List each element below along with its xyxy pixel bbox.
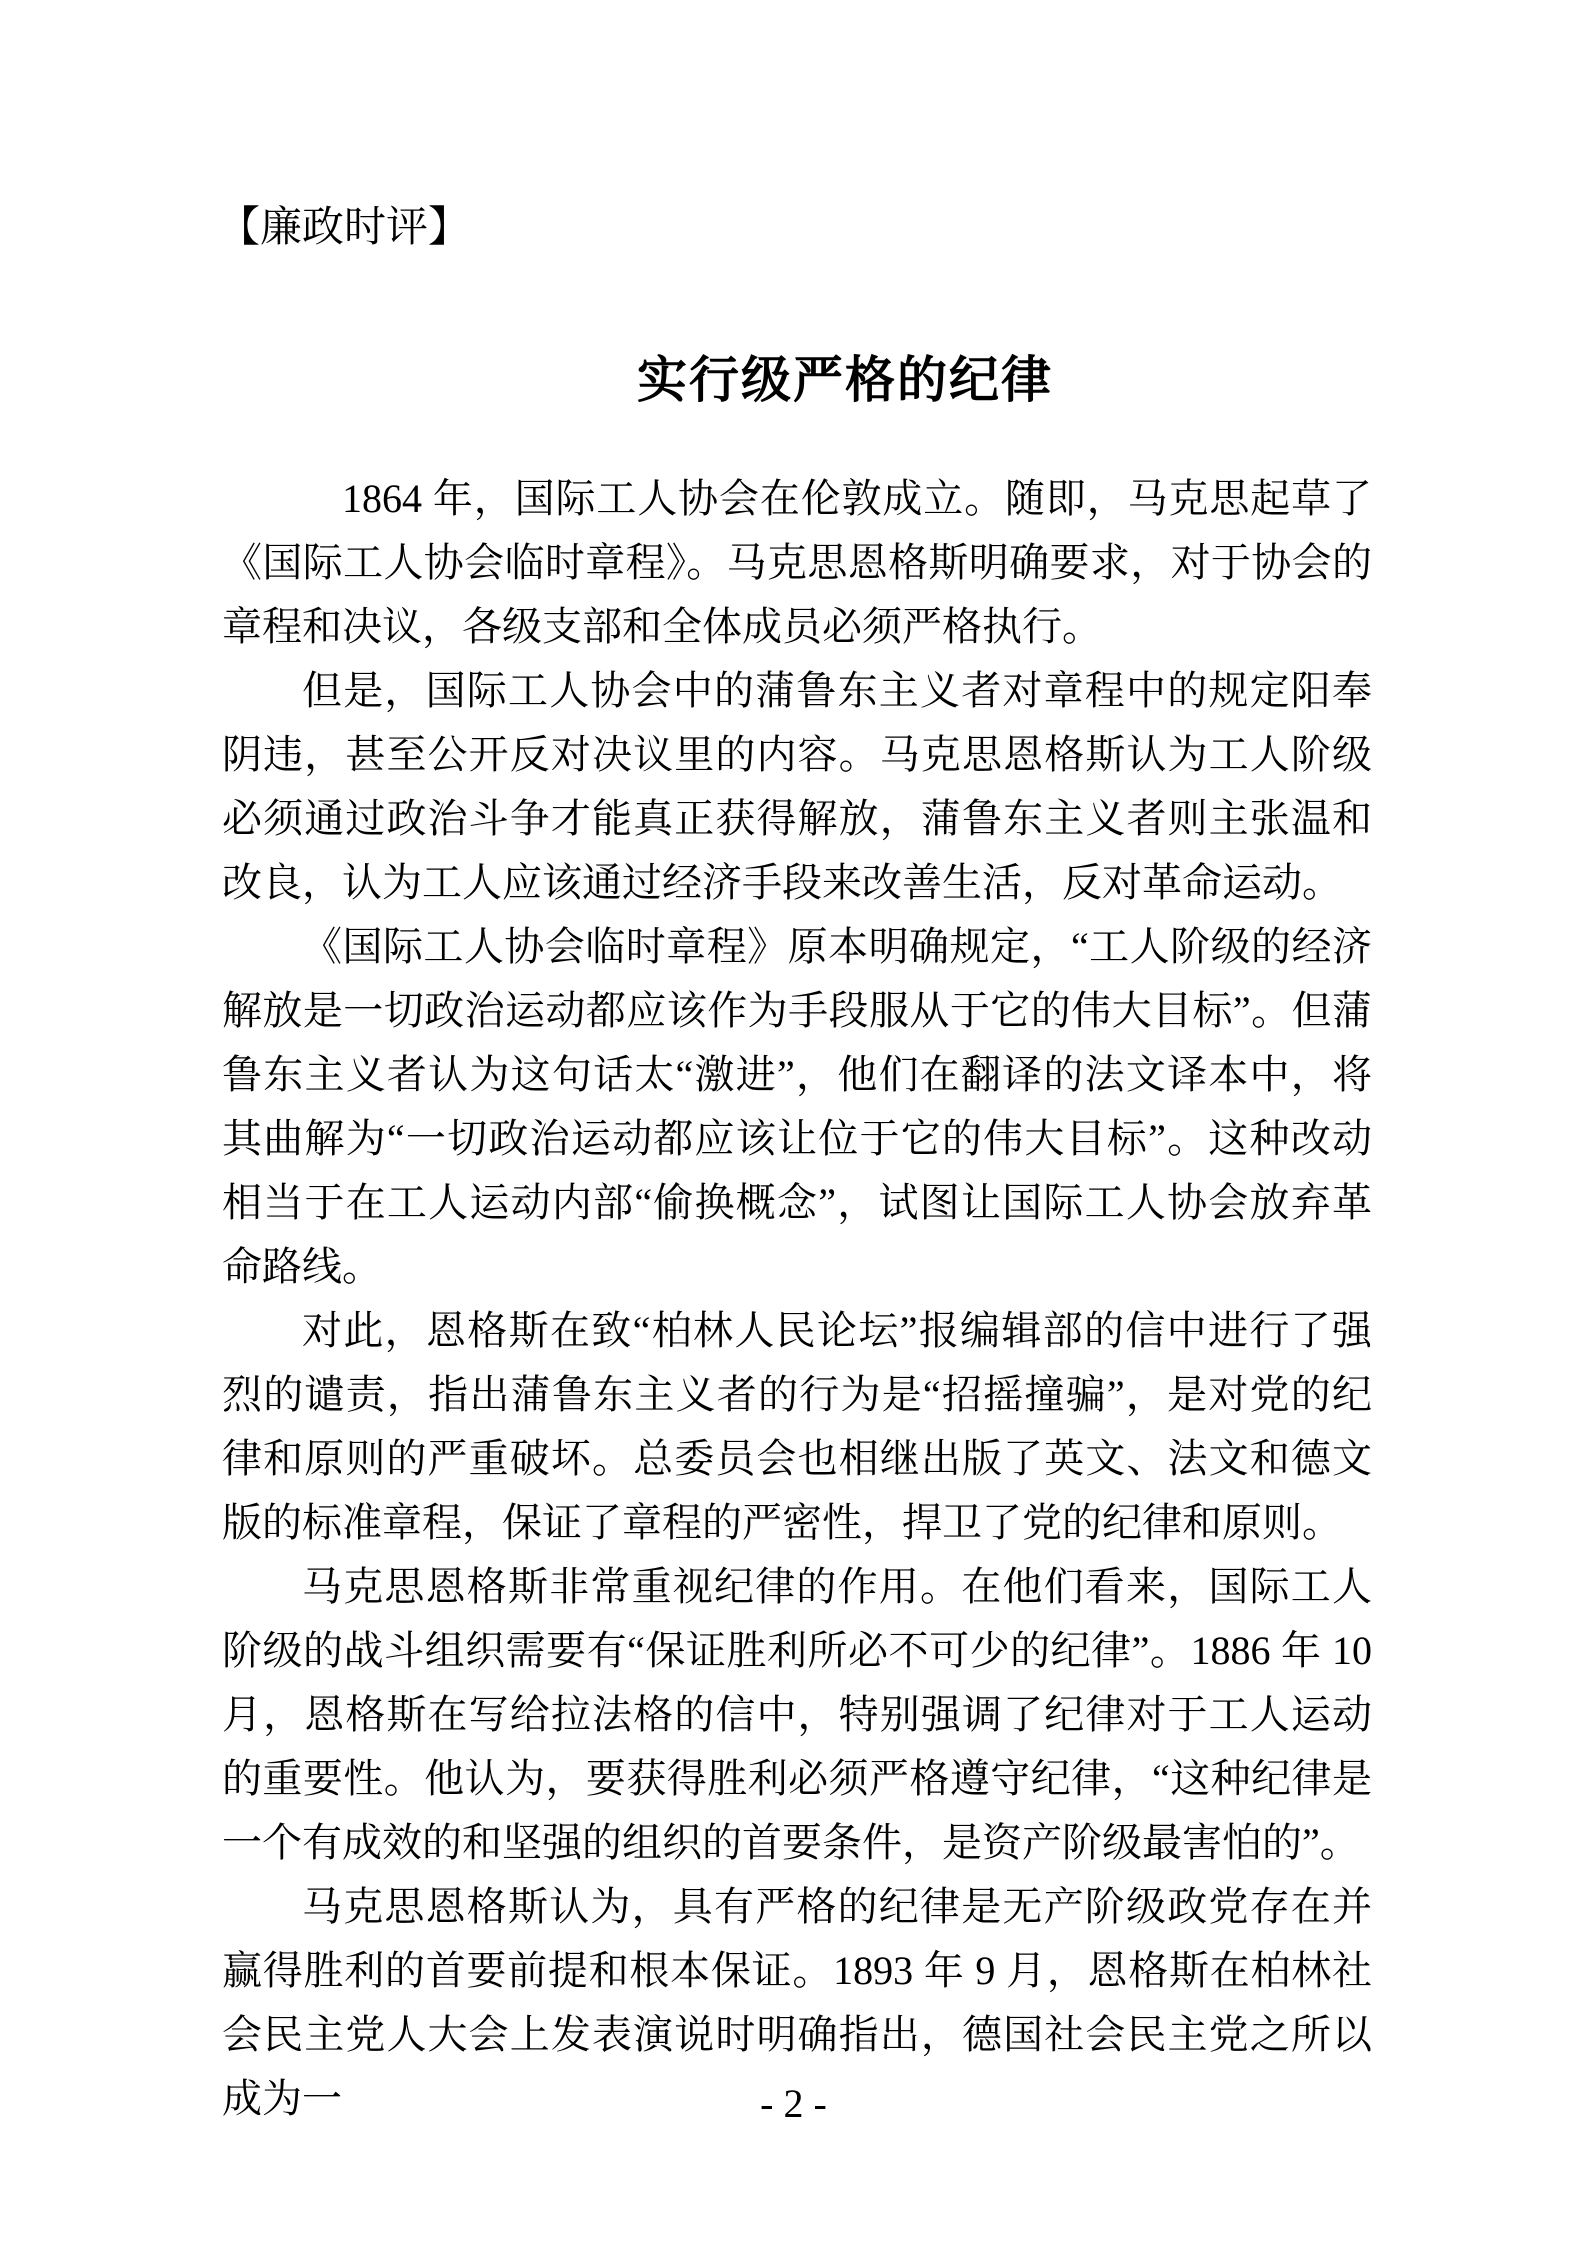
paragraph: 但是，国际工人协会中的蒲鲁东主义者对章程中的规定阳奉阴违，甚至公开反对决议里的内容。马克思恩格斯认为工人阶级必须通过政治斗争才能真正获得解放，蒲鲁东主义者则主张温和改良，认为工人应该通过经济手段来改善生活，反对革命运动。	[222, 668, 1372, 905]
category-tag: 【廉政时评】	[218, 205, 471, 251]
paragraph: 马克思恩格斯非常重视纪律的作用。在他们看来，国际工人阶级的战斗组织需要有“保证胜利所必不可少的纪律”。1886 年 10 月，恩格斯在写给拉法格的信中，特别强调了纪律对于工人运动的重要性。他认为，要获得胜利必须严格遵守纪律，“这种纪律是一个有成效的和坚强的组织的首要条件，是资产阶级最害怕的”。	[222, 1564, 1372, 1865]
page-number: - 2 -	[760, 2081, 827, 2126]
paragraph: 对此，恩格斯在致“柏林人民论坛”报编辑部的信中进行了强烈的谴责，指出蒲鲁东主义者的行为是“招摇撞骗”，是对党的纪律和原则的严重破坏。总委员会也相继出版了英文、法文和德文版的标准章程，保证了章程的严密性，捍卫了党的纪律和原则。	[222, 1308, 1372, 1545]
paragraph: 1864 年，国际工人协会在伦敦成立。随即，马克思起草了《国际工人协会临时章程》。马克思恩格斯明确要求，对于协会的章程和决议，各级支部和全体成员必须严格执行。	[222, 476, 1372, 649]
paragraph: 《国际工人协会临时章程》原本明确规定，“工人阶级的经济解放是一切政治运动都应该作为手段服从于它的伟大目标”。但蒲鲁东主义者认为这句话太“激进”，他们在翻译的法文译本中，将其曲解为“一切政治运动都应该让位于它的伟大目标”。这种改动相当于在工人运动内部“偷换概念”，试图让国际工人协会放弃革命路线。	[222, 924, 1372, 1289]
article-title: 实行级严格的纪律	[637, 351, 1053, 408]
article-body	[222, 467, 1372, 2131]
paragraph: 马克思恩格斯认为，具有严格的纪律是无产阶级政党存在并赢得胜利的首要前提和根本保证。1893 年 9 月，恩格斯在柏林社会民主党人大会上发表演说时明确指出，德国社会民主党之所以成为一	[222, 1884, 1372, 2121]
